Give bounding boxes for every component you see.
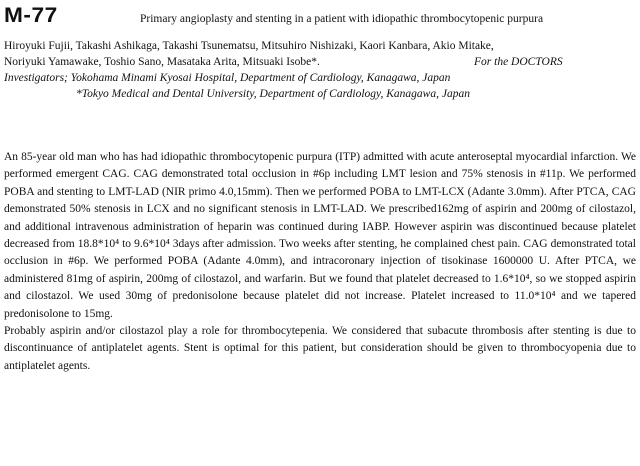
author-names: Noriyuki Yamawake, Toshio Sano, Masataka Arita, Mitsuaki Isobe*. — [4, 56, 320, 68]
body-paragraph-2: Probably aspirin and/or cilostazol play a role for thrombocytepenia. We considered that subacute thrombosis after stenting is due to discontinuance of antiplatelet agents. Stent is optimal for this patient, but consideration should be given to thrombocyopenia due to antiplatelet agents. — [4, 325, 636, 372]
author-line-1: Hiroyuki Fujii, Takashi Ashikaga, Takashi Tsunematsu, Mitsuhiro Nishizaki, Kaori Kanbara, Akio Mitake, — [4, 40, 494, 52]
author-block — [4, 38, 636, 102]
abstract-id: M-77 — [4, 4, 58, 27]
body-paragraph-1: An 85-year old man who has had idiopathic thrombocytopenic purpura (ITP) admitted with acute anteroseptal myocardial infarction. We performed emergent CAG. CAG demonstrated total occlusion in #6p including LMT lesion and 75% stenosis in #11p. We performed POBA and stenting to LMT-LAD (NIR primo 4.0,15mm). Then we performed POBA to LMT-LCX (Adante 3.0mm). After PTCA, CAG demonstrated 50% stenosis in LCX and no significant stenosis in LMT-LAD. We prescribed162mg of aspirin and 200mg of cilostazol, and additional intravenous administration of heparin was continued during IABP. However aspirin was discontinued because platelet decreased from 18.8*10⁴ to 9.6*10⁴ 3days after admission. Two weeks after stenting, he complained chest pain. CAG demonstrated total occlusion in #6p. We performed POBA (Adante 4.0mm), and intracoronary injection of tisokinase 1600000 U. After PTCA, we administered 81mg of aspirin, 200mg of cilostazol, and warfarin. But we found that platelet decreased to 1.6*10⁴, so we stopped aspirin and cilostazol. We used 30mg of predonisolone because platelet did not increase. Platelet increased to 11.0*10⁴ and we tapered predonisolone to 15mg. — [4, 151, 636, 320]
abstract-body — [4, 149, 636, 375]
affiliation-1: Investigators; Yokohama Minami Kyosai Hospital, Department of Cardiology, Kanagawa, Japan — [4, 72, 451, 84]
abstract-title: Primary angioplasty and stenting in a patient with idiopathic thrombocytopenic purpura — [140, 13, 544, 25]
affiliation-2: *Tokyo Medical and Dental University, Department of Cardiology, Kanagawa, Japan — [76, 88, 470, 100]
study-group: For the DOCTORS — [474, 56, 563, 68]
author-line-2 — [4, 54, 636, 70]
